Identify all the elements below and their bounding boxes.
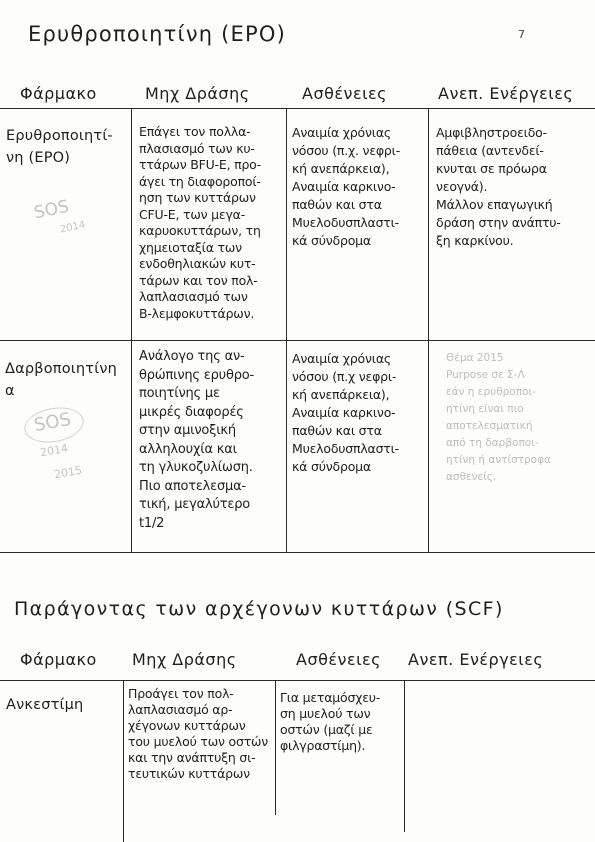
annotation-sos: SOS bbox=[32, 196, 71, 224]
cell-diseases: Αναιμία χρόνιας νόσου (π.χ. νεφρι- κή ανεπάρκεια), Αναιμία καρκινο- παθών και στα Μυελοδυσπλαστι- κά σύνδρομα bbox=[292, 125, 401, 248]
annotation-year: 2014 bbox=[39, 441, 69, 460]
table-rule-header bbox=[0, 108, 595, 109]
table-rule-col-3 bbox=[428, 108, 429, 552]
cell-drug: Ερυθροποιητί- νη (ΕΡΟ) bbox=[6, 128, 113, 166]
annotation-year: 2014 bbox=[59, 219, 87, 236]
cell-mechanism: Ανάλογο της αν- θρώπινης ερυθρο- ποιητίνης με μικρές διαφορές στην αμινοξική αλληλουχία και τη γλυκοζυλίωση. Πιο αποτελεσμα- τική, μεγαλύτερο t1/2 bbox=[139, 349, 255, 531]
header-mechanism: Μηχ Δράσης bbox=[145, 84, 250, 103]
table-rule-col-3 bbox=[404, 680, 405, 832]
header-drug: Φάρμακο bbox=[20, 650, 97, 669]
section-title-epo: Ερυθροποιητίνη (ΕΡΟ) bbox=[28, 22, 286, 46]
header-diseases: Ασθένειες bbox=[302, 84, 388, 103]
cell-diseases: Για μεταμόσχευ- ση μυελού των οστών (μαζί με φιλγραστίμη). bbox=[280, 690, 381, 753]
header-drug: Φάρμακο bbox=[20, 84, 97, 103]
header-adverse-effects: Ανεπ. Ενέργειες bbox=[438, 84, 574, 103]
cell-drug: Δαρβοποιητίνη α bbox=[5, 361, 118, 399]
section-title-scf: Παράγοντας των αρχέγονων κυττάρων (SCF) bbox=[14, 598, 504, 620]
table-rule-col-2 bbox=[275, 680, 276, 815]
cell-diseases: Αναιμία χρόνιας νόσου (π.χ νεφρι- κή ανεπάρκεια), Αναιμία καρκινο- παθών και στα Μυελοδυσπλαστι- κά σύνδρομα bbox=[292, 351, 399, 474]
table-rule-col-1 bbox=[123, 680, 124, 842]
annotation-year: 2015 bbox=[53, 463, 83, 482]
table-rule-row-2 bbox=[0, 552, 595, 553]
table-rule-col-1 bbox=[131, 108, 132, 552]
cell-mechanism: Επάγει τον πολλα- πλασιασμό των κυ- ττάρων BFU-E, προ- άγει τη διαφοροποί- ηση των κυττάρων CFU-E, των μεγα- καρυοκυττάρων, τη χημειοταξία των ενδοθηλιακών κυτ- τάρων και τον πολ- λαπλασιασμό των Β-λεμφοκυττάρων. bbox=[139, 124, 261, 321]
cell-mechanism: Προάγει τον πολ- λαπλασιασμό αρ- χέγονων κυττάρων του μυελού των οστών και την ανάπτυξη σι- τευτικών κυττάρων bbox=[128, 686, 269, 781]
cell-drug: Ανκεστίμη bbox=[6, 697, 84, 713]
table-rule-header bbox=[0, 680, 595, 681]
page-number: 7 bbox=[518, 28, 525, 41]
header-mechanism: Μηχ Δράσης bbox=[132, 650, 237, 669]
annotation-sos: SOS bbox=[32, 408, 73, 437]
table-rule-row-1 bbox=[0, 340, 595, 341]
header-diseases: Ασθένειες bbox=[296, 650, 382, 669]
cell-adverse-effects: Αμφιβληστροειδο- πάθεια (αντενδεί- κνυται σε πρόωρα νεογνά). Μάλλον επαγωγική δράση στην ανάπτυ- ξη καρκίνου. bbox=[436, 125, 561, 248]
header-adverse-effects: Ανεπ. Ενέργειες bbox=[408, 650, 544, 669]
table-rule-col-2 bbox=[286, 108, 287, 552]
cell-adverse-effects: Θέμα 2015 Purpose σε Σ-Λ εάν η ερυθροποι- ητίνη είναι πιο αποτελεσματική από τη δαρβοποι- ητίνη ή αντίστροφα ασθενείς. bbox=[446, 352, 551, 483]
